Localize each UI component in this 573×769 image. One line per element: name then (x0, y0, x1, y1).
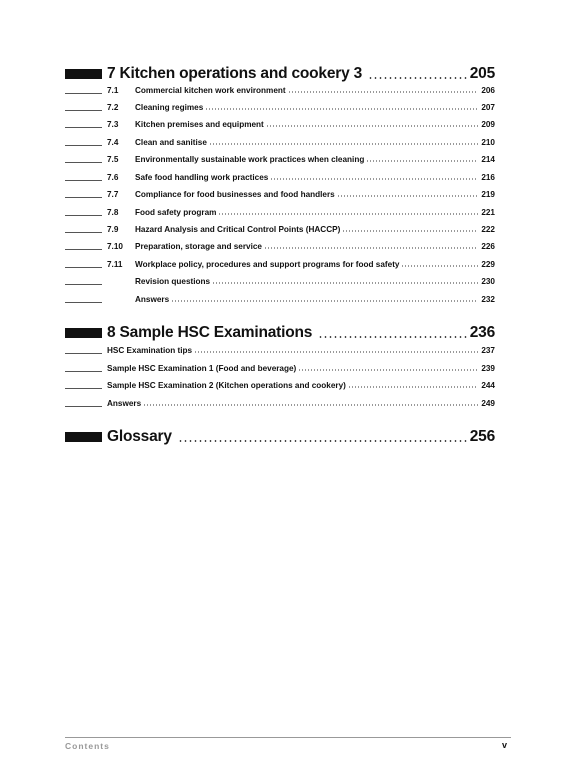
section-title: Sample HSC Examination 1 (Food and beverage) (107, 364, 297, 373)
section-title: Answers (135, 295, 170, 304)
footer-section-label: Contents (65, 741, 110, 751)
section-page-number: 232 (481, 295, 495, 304)
entry-rule (65, 371, 102, 372)
chapter-heading[interactable] (65, 322, 495, 342)
section-page-number: 206 (481, 86, 495, 95)
section-number: 7.6 (107, 173, 119, 182)
section-page-number: 219 (481, 190, 495, 199)
dot-leader (348, 386, 478, 388)
entry-rule (65, 267, 102, 268)
section-title: Kitchen premises and equipment (135, 120, 264, 129)
dot-leader (342, 230, 478, 232)
dot-leader (209, 143, 478, 145)
toc-entry[interactable] (65, 378, 495, 392)
toc-entry[interactable] (65, 361, 495, 375)
toc-entry[interactable] (65, 274, 495, 288)
entry-rule (65, 232, 102, 233)
dot-leader (337, 195, 479, 197)
toc-entry[interactable] (65, 257, 495, 271)
section-number: 7.9 (107, 225, 119, 234)
section-page-number: 214 (481, 155, 495, 164)
section-page-number: 229 (481, 260, 495, 269)
chapter-page-number: 205 (469, 65, 495, 82)
entry-rule (65, 145, 102, 146)
dot-leader (298, 369, 478, 371)
footer-rule (65, 737, 511, 738)
chapter-page-number: 256 (469, 428, 495, 445)
toc-entry[interactable] (65, 292, 495, 306)
section-title: Answers (107, 399, 142, 408)
entry-rule (65, 302, 102, 303)
dot-leader (266, 125, 479, 127)
section-number: 7.3 (107, 120, 119, 129)
toc-entry[interactable] (65, 205, 495, 219)
toc-entry[interactable] (65, 83, 495, 97)
section-number: 7.8 (107, 208, 119, 217)
section-title: HSC Examination tips (107, 346, 193, 355)
section-title: Cleaning regimes (135, 103, 204, 112)
section-title: Revision questions (135, 277, 211, 286)
section-number: 7.2 (107, 103, 119, 112)
section-page-number: 237 (481, 346, 495, 355)
dot-leader (171, 300, 478, 302)
section-page-number: 210 (481, 138, 495, 147)
section-number: 7.4 (107, 138, 119, 147)
section-title: Environmentally sustainable work practices when cleaning (135, 155, 365, 164)
dot-leader (212, 282, 478, 284)
dot-leader (288, 91, 479, 93)
toc-entry[interactable] (65, 187, 495, 201)
dot-leader (368, 77, 467, 79)
section-number: 7.1 (107, 86, 119, 95)
section-title: Preparation, storage and service (135, 242, 262, 251)
section-title: Food safety program (135, 208, 217, 217)
toc-entry[interactable] (65, 100, 495, 114)
section-title: Sample HSC Examination 2 (Kitchen operations and cookery) (107, 381, 346, 390)
section-page-number: 216 (481, 173, 495, 182)
section-page-number: 221 (481, 208, 495, 217)
section-page-number: 249 (481, 399, 495, 408)
section-number: 7.10 (107, 242, 123, 251)
footer-page-number: v (502, 740, 508, 750)
entry-rule (65, 215, 102, 216)
dot-leader (178, 440, 467, 442)
dot-leader (205, 108, 478, 110)
dot-leader (143, 404, 478, 406)
chapter-marker-bar (65, 328, 102, 338)
toc-entry[interactable] (65, 117, 495, 131)
section-number: 7.7 (107, 190, 119, 199)
toc-entry[interactable] (65, 152, 495, 166)
section-page-number: 239 (481, 364, 495, 373)
chapter-page-number: 236 (469, 324, 495, 341)
dot-leader (218, 213, 478, 215)
dot-leader (318, 336, 467, 338)
chapter-marker-bar (65, 432, 102, 442)
chapter-title: Glossary (107, 428, 172, 445)
dot-leader (264, 247, 478, 249)
section-title: Clean and sanitise (135, 138, 207, 147)
chapter-title: 8 Sample HSC Examinations (107, 324, 313, 341)
dot-leader (270, 178, 478, 180)
section-title: Hazard Analysis and Critical Control Points (HACCP) (135, 225, 341, 234)
entry-rule (65, 162, 102, 163)
chapter-marker-bar (65, 69, 102, 79)
toc-entry[interactable] (65, 135, 495, 149)
entry-rule (65, 180, 102, 181)
section-page-number: 207 (481, 103, 495, 112)
toc-entry[interactable] (65, 396, 495, 410)
section-title: Safe food handling work practices (135, 173, 269, 182)
section-number: 7.11 (107, 260, 123, 269)
entry-rule (65, 284, 102, 285)
section-title: Compliance for food businesses and food handlers (135, 190, 335, 199)
entry-rule (65, 197, 102, 198)
entry-rule (65, 406, 102, 407)
entry-rule (65, 110, 102, 111)
chapter-heading[interactable] (65, 63, 495, 83)
entry-rule (65, 127, 102, 128)
dot-leader (366, 160, 478, 162)
toc-entry[interactable] (65, 222, 495, 236)
toc-entry[interactable] (65, 239, 495, 253)
section-title: Commercial kitchen work environment (135, 86, 286, 95)
section-title: Workplace policy, procedures and support programs for food safety (135, 260, 400, 269)
entry-rule (65, 388, 102, 389)
entry-rule (65, 93, 102, 94)
section-page-number: 222 (481, 225, 495, 234)
chapter-title: 7 Kitchen operations and cookery 3 (107, 65, 363, 82)
section-page-number: 230 (481, 277, 495, 286)
entry-rule (65, 249, 102, 250)
dot-leader (401, 265, 478, 267)
chapter-heading[interactable] (65, 426, 495, 446)
section-page-number: 226 (481, 242, 495, 251)
toc-entry[interactable] (65, 170, 495, 184)
section-page-number: 244 (481, 381, 495, 390)
dot-leader (194, 351, 478, 353)
section-page-number: 209 (481, 120, 495, 129)
section-number: 7.5 (107, 155, 119, 164)
toc-entry[interactable] (65, 343, 495, 357)
entry-rule (65, 353, 102, 354)
